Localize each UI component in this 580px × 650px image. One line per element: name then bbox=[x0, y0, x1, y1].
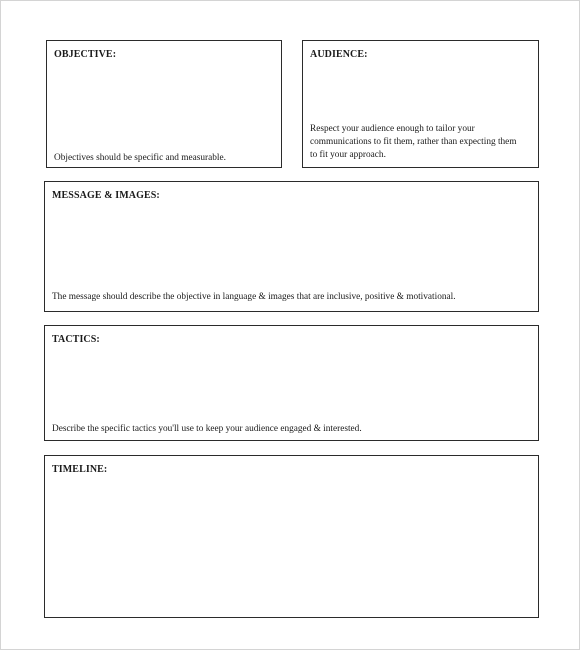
message-images-hint: The message should describe the objective in language & images that are inclusive, positive & motivational. bbox=[52, 292, 456, 302]
tactics-label: TACTICS: bbox=[52, 334, 100, 345]
objective-hint: Objectives should be specific and measurable. bbox=[54, 153, 226, 163]
tactics-hint: Describe the specific tactics you'll use to keep your audience engaged & interested. bbox=[52, 424, 362, 434]
objective-label: OBJECTIVE: bbox=[54, 49, 117, 60]
message-images-label: MESSAGE & IMAGES: bbox=[52, 190, 160, 201]
tactics-box bbox=[44, 325, 539, 441]
message-images-box bbox=[44, 181, 539, 312]
audience-box bbox=[302, 40, 539, 168]
audience-label: AUDIENCE: bbox=[310, 49, 368, 60]
timeline-label: TIMELINE: bbox=[52, 464, 108, 475]
timeline-box bbox=[44, 455, 539, 618]
objective-box bbox=[46, 40, 282, 168]
audience-hint: Respect your audience enough to tailor your communications to fit them, rather than expecting them to fit your approach. bbox=[310, 124, 517, 160]
